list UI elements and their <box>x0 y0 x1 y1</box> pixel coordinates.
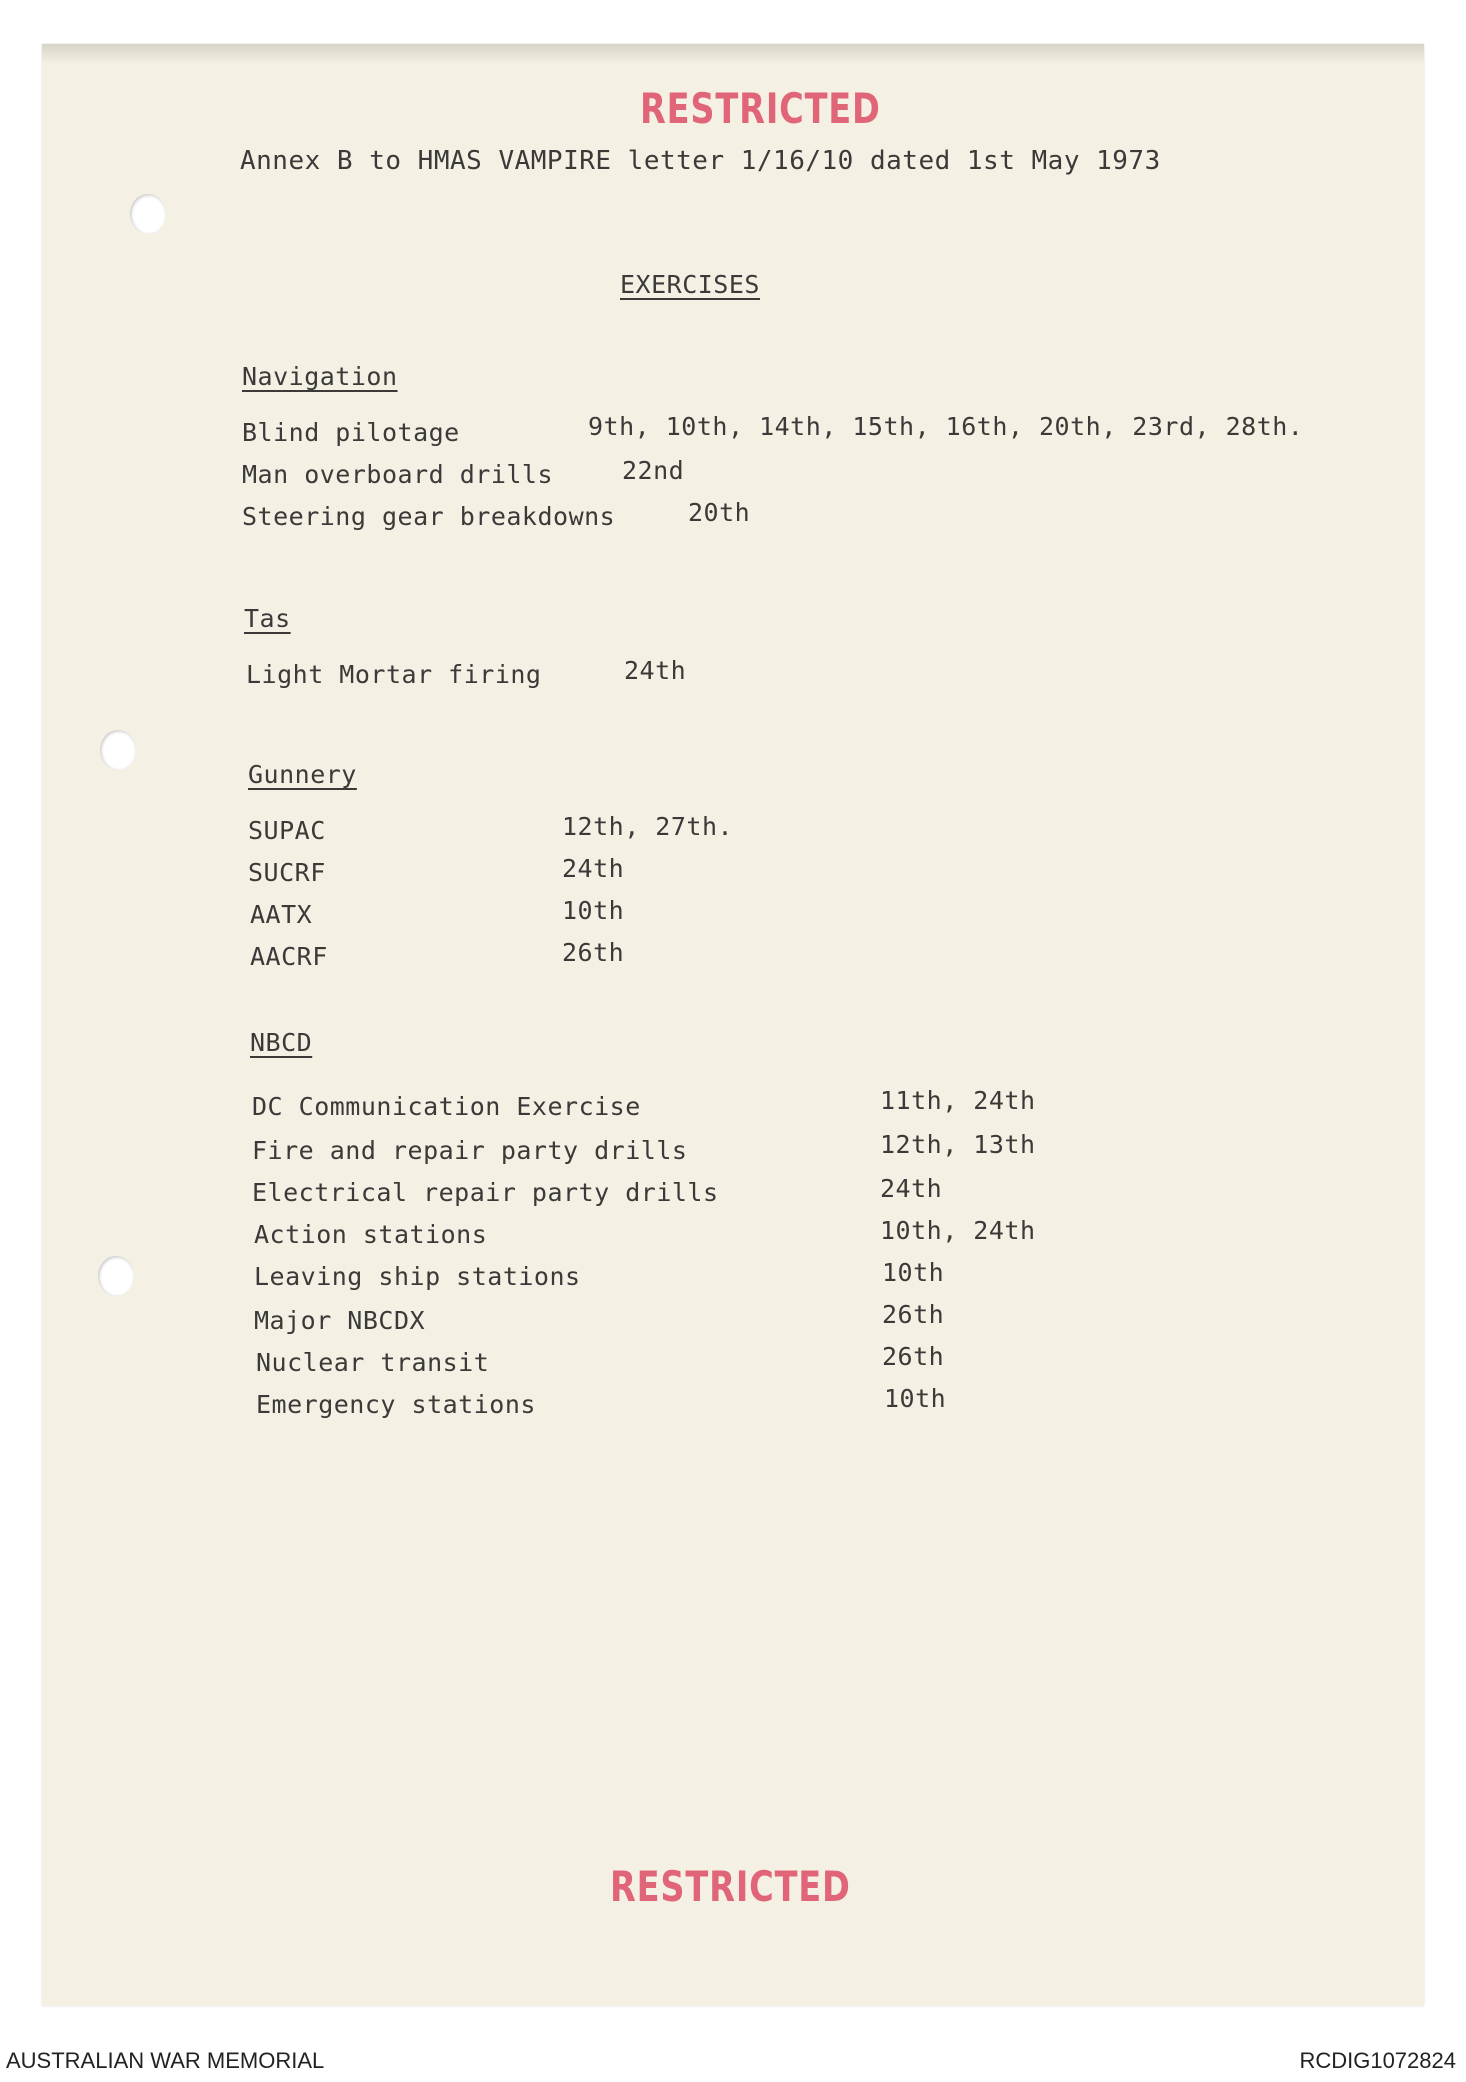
document-title: EXERCISES <box>620 270 760 299</box>
punch-hole-bottom <box>98 1256 134 1296</box>
document-page <box>42 44 1424 2006</box>
exercise-name: Steering gear breakdowns <box>242 502 616 531</box>
exercise-name: SUCRF <box>248 858 326 887</box>
exercise-dates: 24th <box>624 656 687 685</box>
exercise-dates: 12th, 27th. <box>562 812 734 841</box>
exercise-name: Blind pilotage <box>242 418 460 447</box>
punch-hole-middle <box>100 730 136 770</box>
exercise-dates: 9th, 10th, 14th, 15th, 16th, 20th, 23rd, 28th. <box>588 412 1304 441</box>
exercise-name: SUPAC <box>248 816 326 845</box>
section-title-gunnery: Gunnery <box>248 760 357 789</box>
exercise-dates: 26th <box>882 1342 945 1371</box>
exercise-dates: 22nd <box>622 456 685 485</box>
exercise-name: Electrical repair party drills <box>252 1178 719 1207</box>
exercise-dates: 26th <box>882 1300 945 1329</box>
restricted-stamp-bottom: RESTRICTED <box>610 1862 851 1911</box>
exercise-dates: 10th, 24th <box>880 1216 1036 1245</box>
exercise-dates: 10th <box>884 1384 947 1413</box>
exercise-dates: 24th <box>880 1174 943 1203</box>
section-title-tas: Tas <box>244 604 291 633</box>
exercise-name: Light Mortar firing <box>246 660 542 689</box>
scan-edge-shadow <box>42 44 1424 64</box>
exercise-name: Fire and repair party drills <box>252 1136 688 1165</box>
document-heading: Annex B to HMAS VAMPIRE letter 1/16/10 dated 1st May 1973 <box>240 146 1161 176</box>
section-title-navigation: Navigation <box>242 362 398 391</box>
exercise-name: Major NBCDX <box>254 1306 426 1335</box>
footer-record-id: RCDIG1072824 <box>1299 2048 1456 2073</box>
exercise-name: DC Communication Exercise <box>252 1092 641 1121</box>
exercise-dates: 12th, 13th <box>880 1130 1036 1159</box>
exercise-dates: 10th <box>882 1258 945 1287</box>
exercise-name: Action stations <box>254 1220 488 1249</box>
exercise-dates: 26th <box>562 938 625 967</box>
exercise-dates: 24th <box>562 854 625 883</box>
exercise-name: Man overboard drills <box>242 460 554 489</box>
section-title-nbcd: NBCD <box>250 1028 313 1057</box>
punch-hole-top <box>130 194 166 234</box>
exercise-dates: 11th, 24th <box>880 1086 1036 1115</box>
exercise-name: AACRF <box>250 942 328 971</box>
restricted-stamp-top: RESTRICTED <box>640 84 881 133</box>
exercise-dates: 20th <box>688 498 751 527</box>
exercise-name: Nuclear transit <box>256 1348 490 1377</box>
exercise-name: AATX <box>250 900 313 929</box>
footer-archive-name: AUSTRALIAN WAR MEMORIAL <box>6 2048 325 2073</box>
exercise-name: Leaving ship stations <box>254 1262 581 1291</box>
exercise-name: Emergency stations <box>256 1390 536 1419</box>
exercise-dates: 10th <box>562 896 625 925</box>
